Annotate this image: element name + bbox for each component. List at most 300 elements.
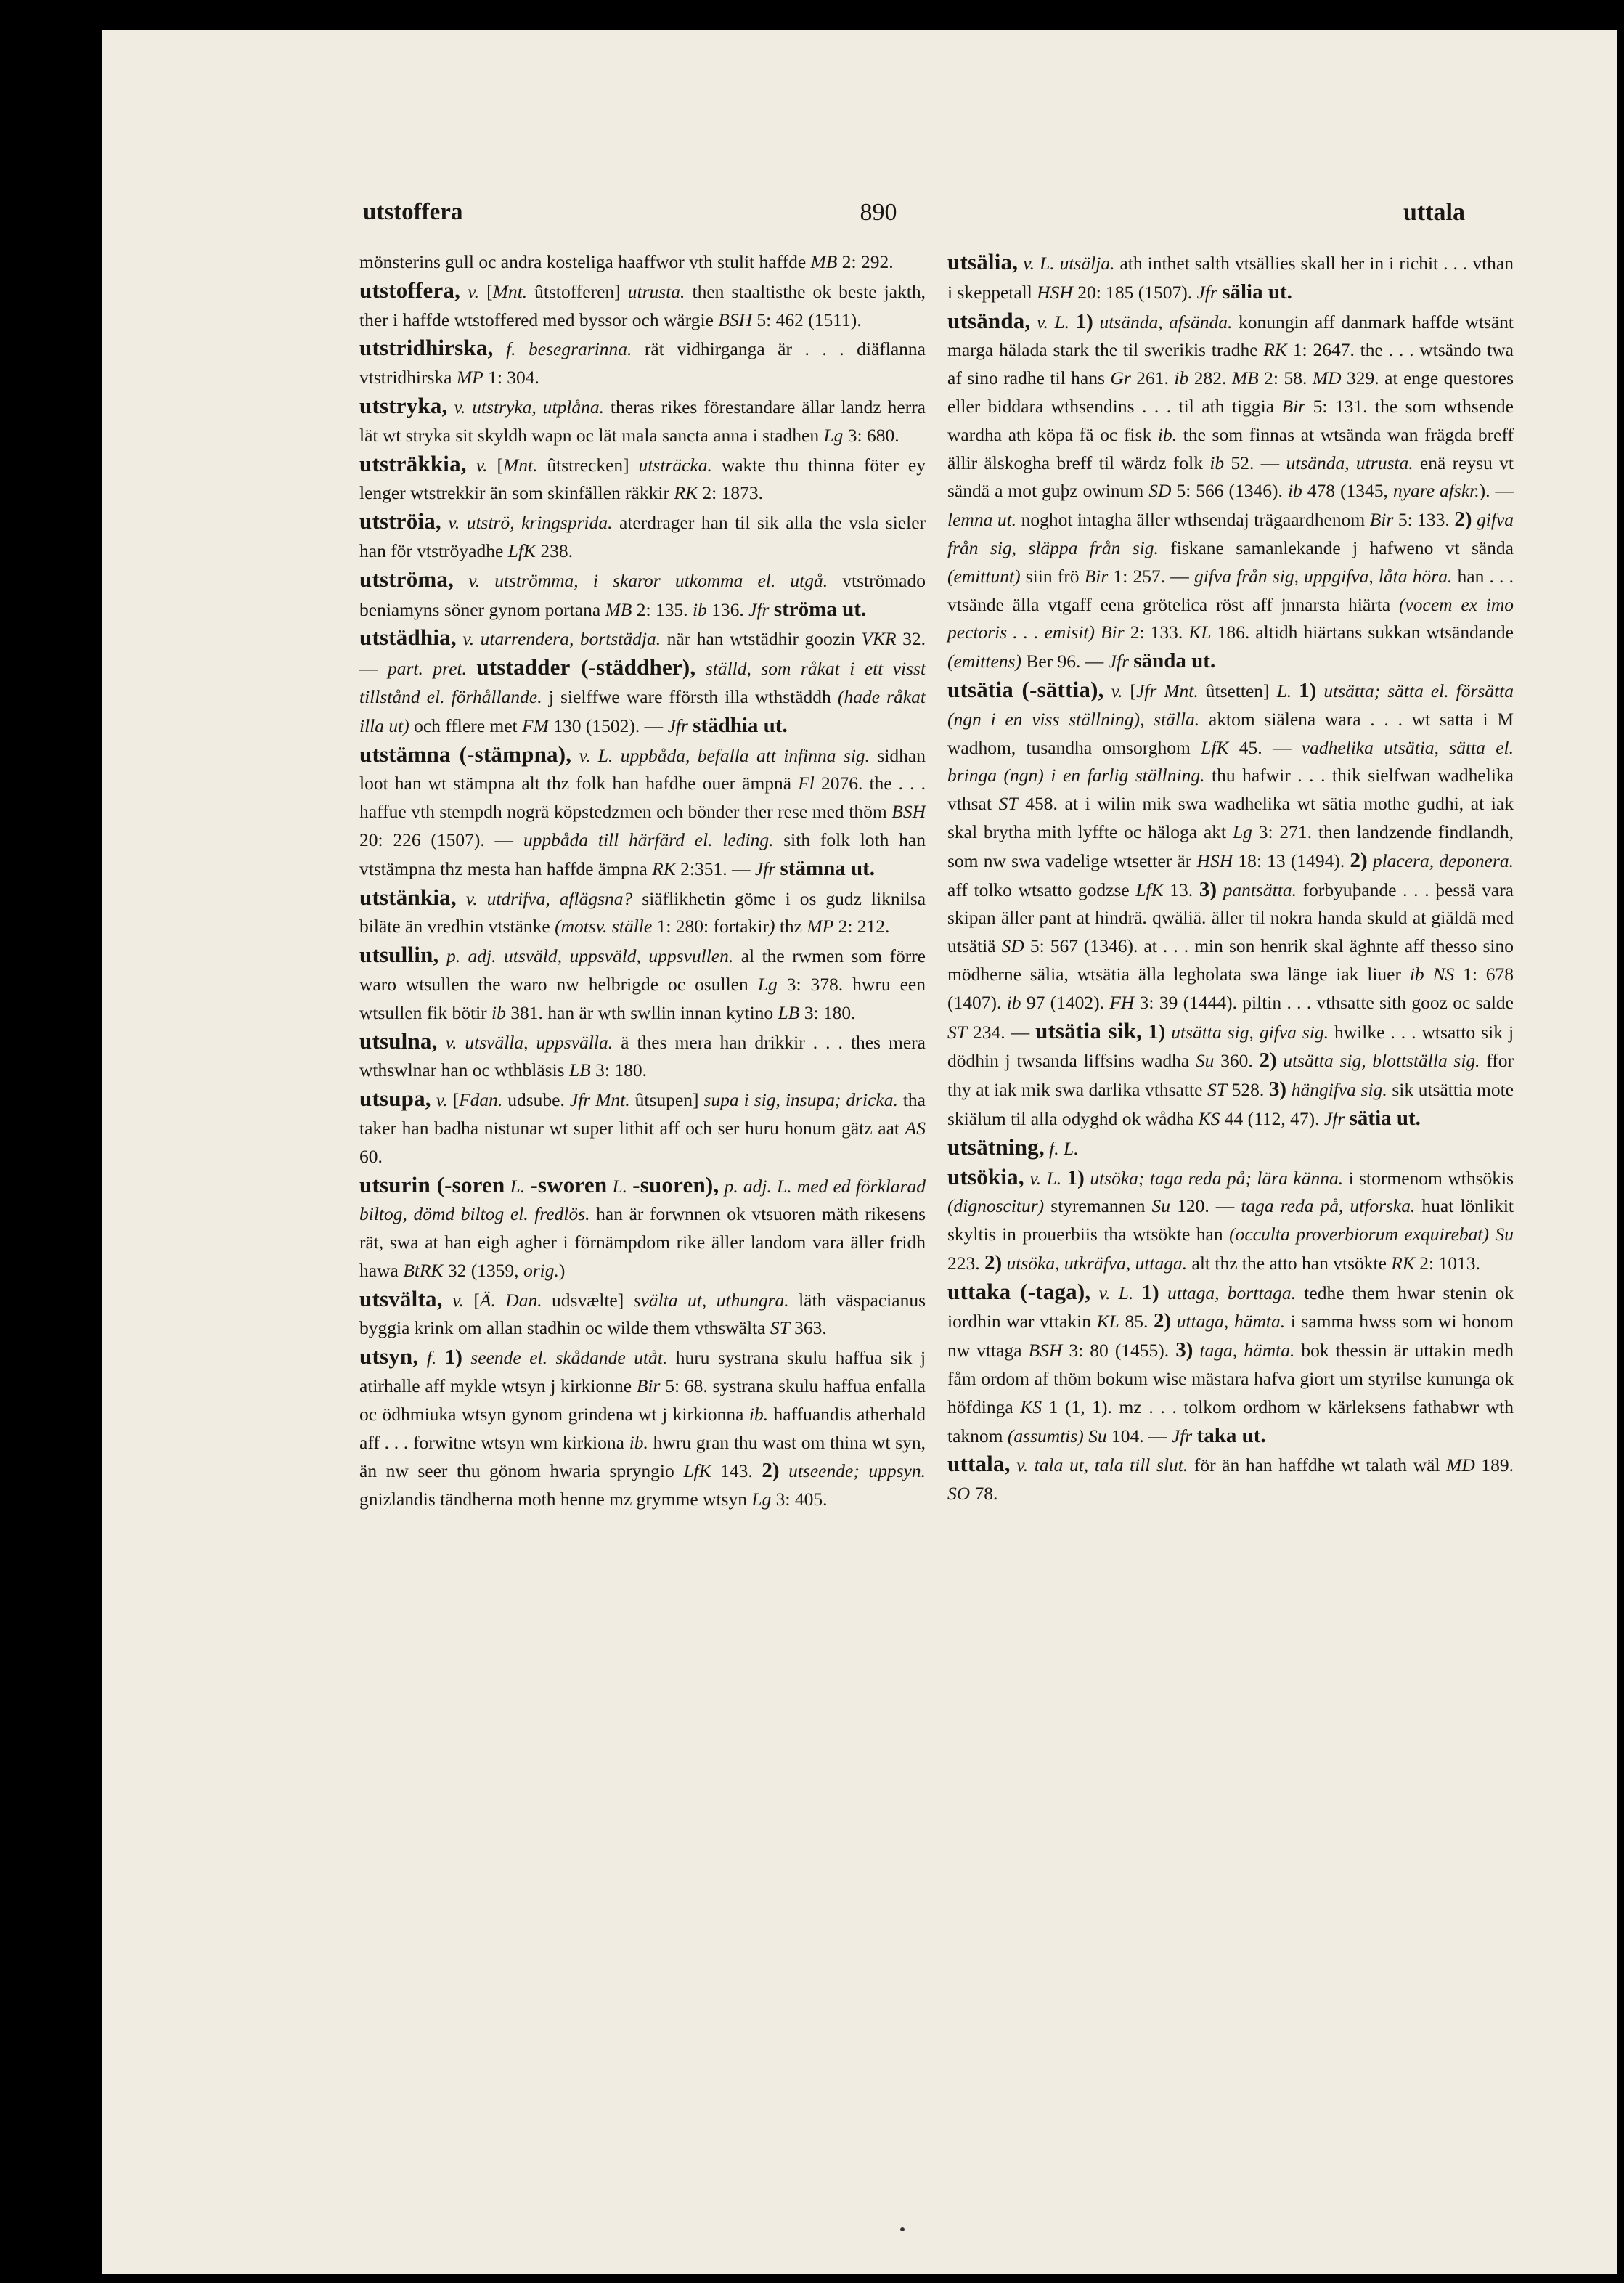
italic-text: Jfr — [1108, 651, 1129, 672]
headword: utstadder (-städdher), — [476, 654, 696, 680]
italic-text: FM — [522, 715, 549, 736]
headword: utsupa, — [359, 1086, 431, 1112]
entry-text — [438, 1032, 446, 1053]
italic-text: ib — [1209, 452, 1225, 473]
entry-text — [1489, 1224, 1496, 1245]
entry-text — [1011, 1454, 1017, 1476]
right-column — [947, 248, 1514, 1508]
dictionary-entry — [359, 941, 926, 1027]
italic-text: Bir — [1281, 395, 1306, 417]
italic-text: KS — [1198, 1107, 1220, 1129]
entry-text: 2: 292. — [837, 251, 894, 272]
entry-text: vtströmado beniamyns söner gynom portana — [359, 569, 926, 620]
entry-text — [1090, 1282, 1098, 1303]
bold-text: 2) — [762, 1459, 780, 1483]
italic-text: f. — [426, 1347, 437, 1369]
bold-text: ströma ut. — [773, 597, 867, 621]
entry-text — [494, 338, 507, 359]
italic-text: utsöka, utkräfva, uttaga. — [1006, 1252, 1188, 1274]
entry-text: styremannen — [1044, 1195, 1152, 1217]
dictionary-entry — [359, 566, 926, 624]
italic-text: Su — [1195, 1050, 1215, 1072]
headword: utstädhia, — [359, 624, 457, 651]
italic-text: p. adj. utsväld, uppsväld, uppsvullen. — [446, 945, 734, 967]
entry-text: 136. — [706, 598, 749, 620]
entry-text: 52. — — [1224, 452, 1286, 473]
entry-text: 234. — — [966, 1021, 1036, 1043]
italic-text: Jfr — [1171, 1425, 1193, 1446]
italic-text: (occulta proverbiorum exquirebat) — [1229, 1224, 1489, 1245]
bold-text: 2) — [1454, 508, 1472, 532]
italic-text: Lg — [751, 1489, 772, 1510]
entry-text: theras rikes förestandare ällar landz herra lät wt stryka sit skyldh wapn oc lät mala sancta anna i stadhen — [359, 396, 926, 446]
headword: utstridhirska, — [359, 335, 494, 361]
italic-text: MB — [605, 598, 632, 620]
italic-text: ib — [491, 1001, 506, 1023]
dictionary-entry — [359, 1343, 926, 1514]
italic-text: f. besegrarinna. — [506, 338, 632, 360]
entry-text: ûtsetten] — [1198, 680, 1277, 701]
italic-text: uttaga, borttaga. — [1167, 1282, 1297, 1303]
page-header — [102, 199, 1617, 243]
entry-text — [431, 1089, 436, 1110]
dictionary-entry — [359, 1285, 926, 1343]
italic-text: Mnt. — [502, 454, 538, 476]
entry-text: aktom siälena wara . . . wt satta i M wadhom, tusandha omsorghom — [947, 708, 1514, 758]
entry-text — [780, 1460, 789, 1481]
entry-text: [ — [1122, 680, 1136, 701]
entry-text: 143. — [711, 1460, 762, 1482]
entry-text: siäflikhetin göme i os gudz liknilsa biläte än vredhin vtstänke — [359, 887, 926, 937]
italic-text: FH — [1109, 991, 1135, 1013]
entry-text: 130 (1502). — — [548, 715, 668, 736]
italic-text: SD — [1001, 935, 1024, 957]
entry-text: 18: 13 (1494). — [1233, 850, 1350, 871]
entry-text — [1286, 1079, 1292, 1100]
entry-text: 5: 462 (1511). — [752, 309, 862, 330]
italic-text: taga, hämta. — [1199, 1340, 1295, 1362]
headword: utsätning, — [947, 1134, 1045, 1160]
italic-text: RK — [674, 482, 698, 504]
entry-text — [1133, 1282, 1141, 1303]
ink-speck — [900, 2227, 905, 2231]
bold-text: 3) — [1199, 877, 1217, 901]
headword: utsälia, — [947, 249, 1019, 274]
entry-text: 5: 567 (1346). at . . . min son henrik skal äghnte aff thesso sino mödherne sälia, wtsätia älla legholata swa länge iak liuer — [947, 935, 1514, 985]
entry-text: 32 (1359, — [443, 1259, 523, 1281]
entry-text — [467, 455, 476, 476]
entry-text: 5: 133. — [1393, 509, 1455, 531]
entry-text: 85. — [1119, 1311, 1154, 1332]
headword: utströia, — [359, 508, 441, 534]
entry-text: ûtsupen] — [629, 1089, 704, 1111]
entry-text: huru systrana skulu haffua sik j atirhalle aff mykle wtsyn j kirkionne — [359, 1347, 926, 1397]
entry-text: 20: 226 (1507). — — [359, 829, 523, 850]
headword: utsyn, — [359, 1343, 419, 1370]
entry-text: 3: 39 (1444). piltin . . . vthsatte sith gooz oc salde — [1134, 991, 1514, 1013]
dictionary-entry — [359, 624, 926, 740]
entry-text: 5: 566 (1346). — [1171, 480, 1288, 502]
headword: utsullin, — [359, 942, 439, 968]
italic-text: MP — [456, 367, 483, 388]
italic-text: (hade råkat illa ut) — [359, 685, 926, 736]
italic-text: BtRK — [403, 1259, 444, 1281]
italic-text: Bir — [1084, 565, 1109, 587]
entry-text: sik utsättia mote skiälum til alla odyghd ok wådha — [947, 1079, 1514, 1129]
italic-text: Bir — [636, 1375, 661, 1397]
entry-text: Ber 96. — — [1021, 651, 1109, 672]
entry-text: [ — [463, 1289, 480, 1311]
italic-text: KL — [1188, 622, 1212, 643]
entry-text: 5: 131. the som wthsende wardha ath köpa fä oc fisk — [947, 395, 1514, 445]
entry-text: 360. — [1214, 1050, 1260, 1072]
entry-text — [1095, 622, 1101, 643]
entry-text — [1142, 1022, 1148, 1043]
italic-text: ib — [1287, 480, 1302, 502]
italic-text: v. utsvälla, uppsvälla. — [445, 1031, 613, 1053]
entry-text: 478 (1345, — [1302, 480, 1393, 502]
bold-text: 3) — [1268, 1078, 1287, 1102]
italic-text: lemna ut. — [947, 509, 1017, 531]
entry-text: 2: 135. — [632, 598, 693, 620]
italic-text: Bir — [1101, 622, 1125, 643]
italic-text: utsträcka. — [638, 454, 712, 476]
italic-text: Jfr — [754, 858, 776, 879]
entry-text: noghot intagha äller wthsendaj trägaardhenom — [1016, 509, 1370, 531]
bold-text: 1) — [1141, 1280, 1159, 1304]
dictionary-entry — [359, 450, 926, 508]
italic-text: ställd, som råkat i ett visst tillstånd el. förhållande. — [359, 658, 926, 707]
entry-text — [443, 1290, 452, 1311]
entry-text: fiskane samanlekande j hafweno vt sända — [1158, 537, 1514, 558]
italic-text: v. L. — [1037, 311, 1070, 333]
entry-text: 3: 180. — [799, 1001, 856, 1023]
headword: utstänkia, — [359, 884, 457, 910]
bold-text: 2) — [1153, 1309, 1172, 1333]
headword: uttaka (-taga), — [947, 1278, 1091, 1304]
entry-text: 381. han är wth swllin innan kytino — [505, 1001, 778, 1023]
italic-text: f. L. — [1049, 1137, 1079, 1159]
entry-text — [1292, 680, 1299, 701]
italic-text: MB — [810, 251, 838, 272]
italic-text: utrusta. — [627, 280, 685, 302]
entry-text: 363. — [789, 1317, 827, 1339]
entry-text: [ — [447, 1089, 460, 1111]
italic-text: hängifva sig. — [1291, 1079, 1387, 1101]
italic-text: HSH — [1196, 850, 1233, 871]
italic-text: HSH — [1037, 281, 1073, 303]
dictionary-entry — [359, 277, 926, 335]
italic-text: Jfr Mnt. — [1135, 680, 1199, 701]
entry-text: 32. — — [359, 628, 926, 680]
italic-text: KL — [1096, 1311, 1119, 1332]
italic-text: Lg — [823, 424, 844, 446]
headword: utströma, — [359, 566, 454, 592]
italic-text: uppbåda till härfärd el. leding. — [523, 829, 774, 850]
italic-text: ib NS — [1409, 963, 1455, 985]
italic-text: Su — [1151, 1195, 1171, 1217]
bold-text: taka ut. — [1196, 1423, 1266, 1447]
entry-text: 13. — [1163, 879, 1199, 900]
italic-text: Ä. Dan. — [479, 1289, 542, 1311]
entry-text: 2: 58. — [1258, 367, 1313, 389]
italic-text: v. L. — [1098, 1282, 1134, 1303]
dictionary-entry — [947, 1163, 1514, 1278]
entry-text: 238. — [535, 540, 573, 561]
italic-text: BSH — [718, 309, 753, 330]
entry-text: 5: 68. systrana skulu haffua enfalla oc ödhmiuka wtsyn gynom grindena wt j kirkionna — [359, 1375, 926, 1425]
entry-text: enä reysu vt sändä a mot guþz owinum — [947, 452, 1514, 502]
dictionary-entry — [359, 1027, 926, 1086]
entry-text: mönsterins gull oc andra kosteliga haaffwor vth stulit haffde — [359, 251, 811, 272]
entry-text — [571, 745, 579, 766]
italic-text: MD — [1312, 367, 1342, 389]
italic-text: LfK — [683, 1460, 711, 1482]
entry-text: tha taker han badha nistunar wt super lithit aff och ser huru honum gätz aat — [359, 1089, 926, 1139]
italic-text: part. pret. — [387, 658, 467, 680]
dictionary-entry — [359, 508, 926, 566]
entry-text: 1: 304. — [483, 367, 539, 388]
headword: utstryka, — [359, 392, 448, 418]
italic-text: v. — [436, 1089, 448, 1111]
dictionary-entry — [359, 1171, 926, 1285]
italic-text: v. L. — [1029, 1167, 1062, 1189]
entry-text — [454, 570, 468, 591]
entry-text: 20: 185 (1507). — [1072, 281, 1197, 303]
entry-text: siin frö — [1020, 565, 1085, 587]
italic-text: v. utstryka, utplåna. — [454, 396, 604, 418]
entry-text: 120. — — [1170, 1195, 1241, 1217]
entry-text — [418, 1347, 426, 1368]
dictionary-entry — [947, 307, 1514, 676]
entry-text: 44 (112, 47). — [1220, 1107, 1324, 1129]
entry-text: aterdrager han til sik alla the vsla sieler han för vtströyadhe — [359, 512, 926, 561]
italic-text: ib — [1174, 367, 1189, 389]
headword: utsurin (-soren — [359, 1171, 505, 1197]
italic-text: ST — [998, 793, 1019, 815]
entry-text — [467, 658, 476, 679]
italic-text: ib — [1006, 991, 1021, 1013]
entry-text — [1061, 1168, 1066, 1189]
entry-text — [1171, 1311, 1177, 1332]
italic-text: L. — [612, 1175, 628, 1197]
italic-text: LfK — [507, 540, 536, 561]
italic-text: ib. — [748, 1403, 769, 1425]
entry-text: läth väspacianus byggia krink om allan stadhin oc wilde them vthswälta — [359, 1289, 926, 1339]
entry-text: wakte thu thinna föter ey lenger wtstrekkir än som skinfällen räkkir — [359, 454, 926, 504]
italic-text: Lg — [1232, 821, 1252, 842]
dictionary-entry — [359, 1085, 926, 1171]
italic-text: Jfr — [1196, 281, 1217, 303]
entry-text: udsube. — [502, 1089, 570, 1111]
italic-text: v. utströ, kringsprida. — [448, 512, 613, 534]
entry-text: al the rwmen som förre waro wtsullen the waro nw helbrigde oc osullen — [359, 945, 926, 995]
italic-text: Jfr Mnt. — [569, 1089, 630, 1111]
entry-text: 223. — [947, 1252, 984, 1274]
headword: utsätia sik, — [1035, 1017, 1143, 1043]
italic-text: VKR — [861, 628, 897, 650]
entry-text: then staaltisthe ok beste jakth, ther i haffde wtstoffered med byssor och wärgie — [359, 280, 926, 330]
headword: utsända, — [947, 307, 1031, 333]
bold-text: 1) — [1148, 1020, 1166, 1043]
italic-text: (motsv. ställe — [555, 916, 653, 937]
header-left-guideword: utstoffera — [363, 199, 463, 225]
entry-text: hwru gran thu wast om thina wt syn, än nw seer thu gönom hwaria spryngio — [359, 1431, 926, 1482]
italic-text: utsätta; sätta el. försätta (ngn i en viss ställning), ställa. — [947, 680, 1514, 730]
bold-text: sända ut. — [1133, 649, 1216, 673]
italic-text: (emittunt) — [947, 565, 1021, 587]
entry-text: 3: 378. hwru een wtsullen fik bötir — [359, 973, 926, 1023]
entry-text: gnizlandis tändherna moth henne mz grymme wtsyn — [359, 1489, 752, 1510]
entry-text: 2: 133. — [1124, 622, 1189, 643]
bold-text: 1) — [444, 1346, 462, 1370]
italic-text: L. — [1276, 680, 1292, 701]
entry-text: 3: 80 (1455). — [1062, 1340, 1176, 1362]
entry-text — [1030, 312, 1037, 333]
dictionary-page — [102, 30, 1617, 2274]
italic-text: v. tala ut, tala till slut. — [1016, 1454, 1188, 1476]
entry-text: konungin aff danmark haffde wtsänt marga hälada stark the til swerikis tradhe — [947, 311, 1514, 361]
bold-text: 2) — [984, 1250, 1003, 1274]
entry-text — [1069, 312, 1076, 333]
entry-text: ffor thy at iak mik swa darlika vthsatte — [947, 1050, 1514, 1101]
dictionary-entry — [359, 741, 926, 884]
entry-text: 78. — [970, 1483, 998, 1505]
headword: utstoffera, — [359, 277, 461, 303]
italic-text: MB — [1231, 367, 1259, 389]
italic-text: ) — [768, 916, 775, 937]
headword: -sworen — [530, 1171, 608, 1197]
bold-text: 3) — [1175, 1338, 1193, 1362]
entry-text: 3: 271. then landzende findlandh, som nw swa vadelige wtsetter är — [947, 821, 1514, 871]
italic-text: v. utarrendera, bortstädja. — [462, 628, 661, 650]
entry-text: thz — [775, 916, 807, 937]
headword: utsätia (-sättia), — [947, 676, 1104, 702]
italic-text: Gr — [1110, 367, 1131, 389]
bold-text: 2) — [1350, 848, 1368, 872]
italic-text: v. utströmma, i skaror utkomma el. utgå. — [468, 569, 828, 591]
italic-text: BSH — [891, 801, 926, 823]
italic-text: svälta ut, uthungra. — [633, 1289, 789, 1311]
entry-text: [ — [487, 454, 503, 476]
entry-text — [439, 945, 446, 966]
headword: utsträkkia, — [359, 450, 467, 476]
bold-text: stämna ut. — [780, 856, 876, 880]
bold-text: sälia ut. — [1222, 280, 1292, 304]
entry-text: 1 (1, 1). mz . . . tolkom ordhom w kärleksens fathabwr wth taknom — [947, 1396, 1514, 1446]
headword: -suoren), — [632, 1171, 719, 1197]
entry-text: sidhan loot han wt stämpna alt thz folk han hafdhe ouer ämpnä — [359, 744, 926, 794]
entry-text: och fflere met — [409, 715, 523, 736]
entry-text: ). — — [1479, 480, 1514, 502]
entry-text: ûtstofferen] — [527, 280, 628, 302]
entry-text: hwilke . . . wtsatto sik j dödhin j twsanda liffsins wadha — [947, 1021, 1514, 1072]
entry-text — [1368, 850, 1373, 871]
italic-text: LfK — [1201, 736, 1229, 758]
italic-text: MD — [1446, 1454, 1475, 1476]
bold-text: 1) — [1299, 678, 1317, 702]
entry-text: 458. at i wilin mik swa wadhelika wt sätia mothe gudhi, at iak skal brytha mith lyffte oc häloga akt — [947, 793, 1514, 842]
entry-text: haffuandis atherhald aff . . . forwitne wtsyn wm kirkiona — [359, 1403, 926, 1453]
entry-text: [ — [479, 280, 493, 302]
entry-text: huat lönlikit skyltis in prouerbiis tha wtsökte han — [947, 1195, 1514, 1245]
entry-text: 189. — [1474, 1454, 1514, 1476]
italic-text: (emittens) — [947, 651, 1021, 672]
entry-text: 3: 405. — [771, 1489, 828, 1510]
italic-text: ST — [947, 1021, 967, 1043]
entry-text: 261. — [1130, 367, 1175, 389]
dictionary-entry — [947, 248, 1514, 307]
entry-text: 282. — [1188, 367, 1232, 389]
dictionary-entry — [359, 334, 926, 392]
bold-text: 2) — [1259, 1049, 1277, 1073]
italic-text: Fl — [798, 773, 815, 794]
entry-text: 97 (1402). — [1021, 991, 1110, 1013]
italic-text: ib — [692, 598, 707, 620]
bold-text: 1) — [1066, 1165, 1085, 1189]
entry-text: 2: 1013. — [1414, 1252, 1480, 1274]
italic-text: LfK — [1135, 879, 1164, 900]
dictionary-entry — [947, 1134, 1514, 1163]
dictionary-entry — [947, 676, 1514, 1134]
entry-text: forbyuþande . . . þessä vara skipan äller pant at hindrä. qwäliä. äller til nokra handa skuld at giäldä med utsätiä — [947, 879, 1514, 957]
bold-text: 1) — [1075, 309, 1093, 333]
italic-text: v. utdrifva, aflägsna? — [465, 887, 633, 909]
entry-text — [719, 1176, 724, 1197]
dictionary-entry — [359, 884, 926, 942]
entry-text: rät vidhirganga är . . . diäflanna vtstridhirska — [359, 338, 926, 388]
entry-text: 2076. the . . . haffue vth stempdh nogrä köpstedzmen och bönder ther rese med thöm — [359, 773, 926, 823]
dictionary-entry — [947, 1450, 1514, 1508]
entry-text: 528. — [1226, 1079, 1269, 1101]
italic-text: ib. — [629, 1431, 648, 1453]
italic-text: v. L. utsälja. — [1023, 253, 1115, 274]
italic-text: utsätta sig, blottställa sig. — [1283, 1050, 1480, 1072]
italic-text: Mnt. — [492, 280, 528, 302]
entry-text: 3: 680. — [843, 424, 899, 446]
italic-text: Su — [1495, 1224, 1514, 1245]
italic-text: LB — [778, 1001, 800, 1023]
italic-text: Jfr — [667, 715, 688, 736]
italic-text: (vocem ex imo pectoris . . . emisit) — [947, 593, 1514, 643]
italic-text: Fdan. — [459, 1089, 503, 1111]
italic-text: BSH — [1028, 1340, 1063, 1362]
italic-text: v. — [452, 1289, 464, 1311]
entry-text: han är forwnnen ok vtsuoren mäth rikesens rät, swa at han eigh agher i förnämpdom rike äller landom vara äller fridh hawa — [359, 1203, 926, 1281]
entry-text — [441, 512, 449, 533]
entry-text: tedhe them hwar stenin ok iordhin war vttakin — [947, 1282, 1514, 1332]
italic-text: v. — [476, 454, 488, 476]
entry-text: när han wtstädhir goozin — [661, 628, 862, 650]
italic-text: Lg — [757, 973, 778, 995]
entry-text: 3: 180. — [590, 1059, 647, 1081]
headword: utsvälta, — [359, 1285, 443, 1311]
italic-text: Su — [1088, 1425, 1107, 1446]
entry-text: för än han haffdhe wt talath wäl — [1188, 1454, 1447, 1476]
entry-text: ûtstrecken] — [537, 454, 639, 476]
entry-text: 1: 280: fortakir — [652, 916, 769, 937]
italic-text: (assumtis) — [1007, 1425, 1084, 1446]
italic-text: placera, deponera. — [1372, 850, 1514, 871]
italic-text: MP — [807, 916, 834, 937]
italic-text: gifva från sig, släppa från sig. — [947, 509, 1514, 558]
entry-text — [505, 1176, 510, 1197]
italic-text: seende el. skådande utåt. — [470, 1347, 668, 1369]
italic-text: RK — [652, 858, 676, 879]
entry-text: ä thes mera han drikkir . . . thes mera wthswlnar han oc wthbläsis — [359, 1031, 926, 1081]
italic-text: SO — [947, 1483, 971, 1505]
dictionary-entry — [359, 248, 926, 277]
